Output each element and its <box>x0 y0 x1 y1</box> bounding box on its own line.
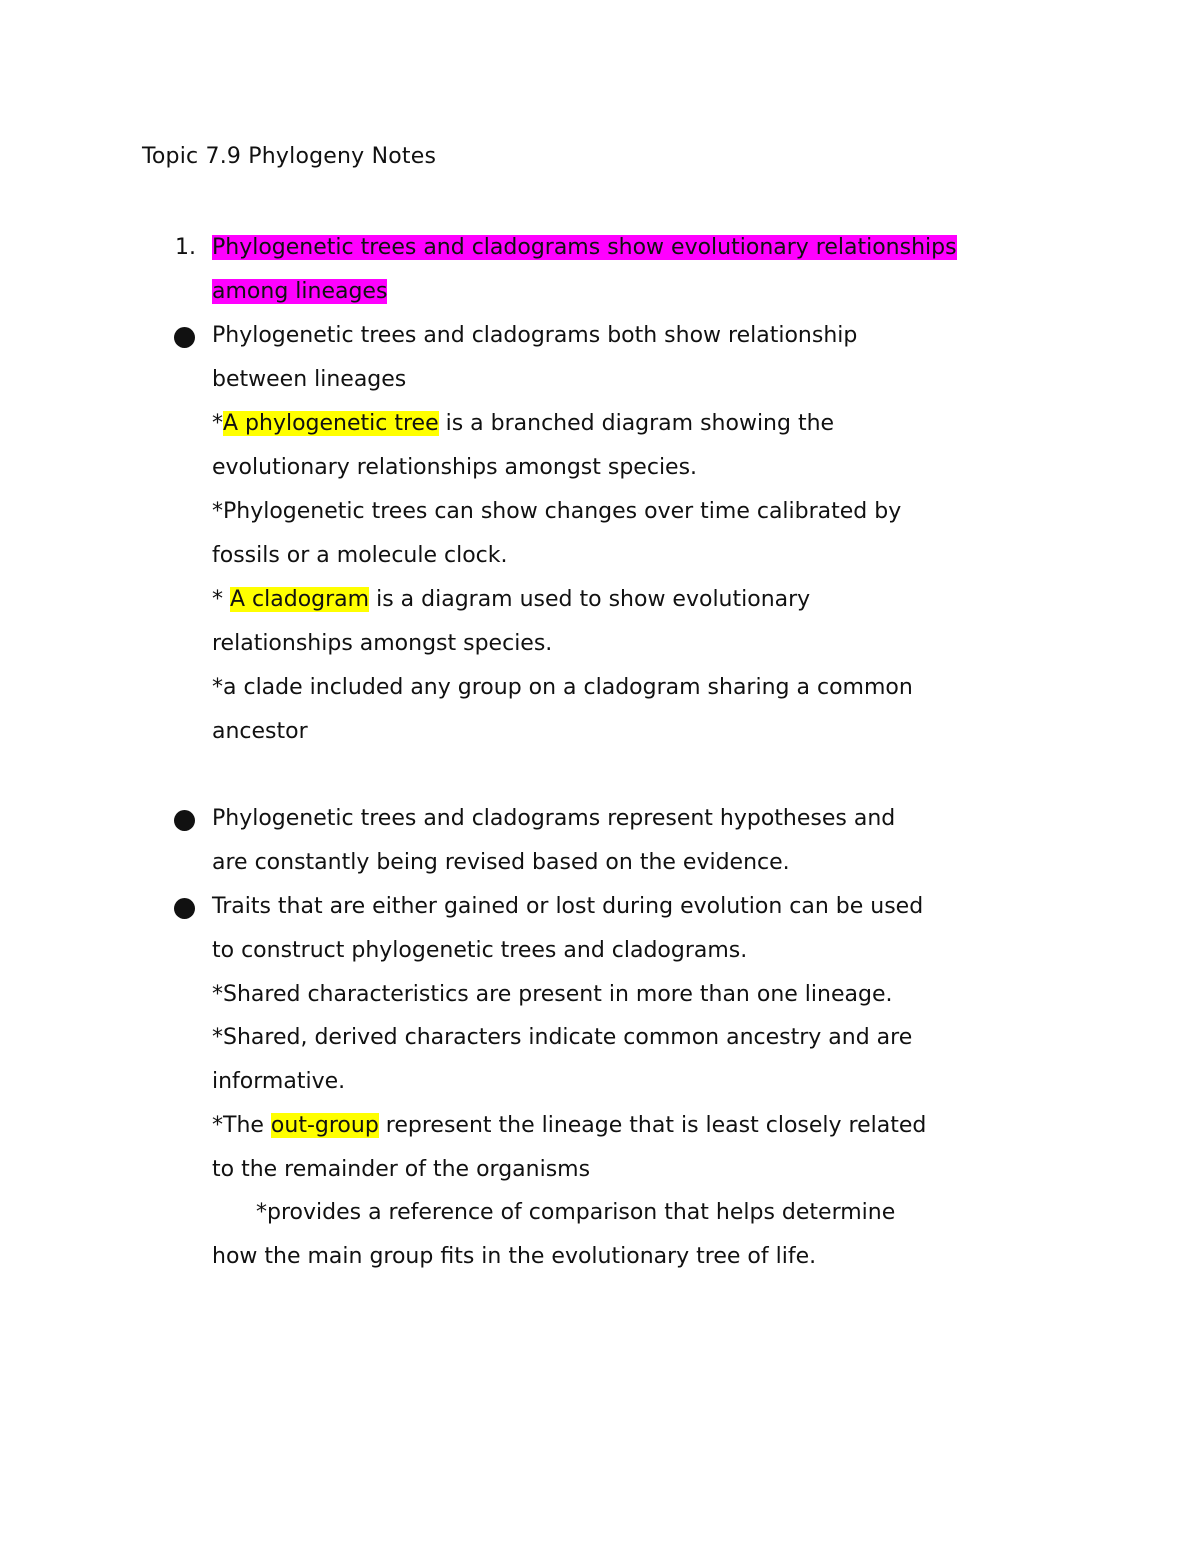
bullet-icon <box>174 327 195 348</box>
note-text: is a branched diagram showing the <box>438 411 835 436</box>
bullet-2-line-1: Phylogenetic trees and cladograms represent hypotheses and <box>212 806 896 831</box>
note-prefix: * <box>212 411 223 436</box>
note-prefix: *The <box>212 1113 271 1138</box>
term-out-group: out-group <box>270 1113 379 1138</box>
note-text: is a diagram used to show evolutionary <box>369 587 811 612</box>
bullet-icon <box>174 898 195 919</box>
note-clade-line-1: *a clade included any group on a cladogram sharing a common <box>212 675 913 700</box>
note-cladogram-line-1 <box>212 585 810 615</box>
section-number: 1. <box>175 235 196 260</box>
note-reference-line-1: *provides a reference of comparison that helps determine <box>256 1200 896 1225</box>
note-shared-derived-line-2: informative. <box>212 1069 346 1094</box>
note-prefix: * <box>212 587 230 612</box>
note-clade-line-2: ancestor <box>212 719 308 744</box>
bullet-icon <box>174 810 195 831</box>
term-cladogram: A cladogram <box>230 587 370 612</box>
note-calibration-line-2: fossils or a molecule clock. <box>212 543 508 568</box>
note-shared-derived-line-1: *Shared, derived characters indicate common ancestry and are <box>212 1025 913 1050</box>
page-title: Topic 7.9 Phylogeny Notes <box>142 144 437 169</box>
note-shared-characteristics: *Shared characteristics are present in more than one lineage. <box>212 982 893 1007</box>
section-heading-line-1 <box>212 233 957 263</box>
note-reference-line-2: how the main group fits in the evolutionary tree of life. <box>212 1244 817 1269</box>
note-phylogenetic-tree-line-2: evolutionary relationships amongst species. <box>212 455 698 480</box>
bullet-3-line-1: Traits that are either gained or lost during evolution can be used <box>212 894 924 919</box>
bullet-1-line-2: between lineages <box>212 367 407 392</box>
note-calibration-line-1: *Phylogenetic trees can show changes over time calibrated by <box>212 499 902 524</box>
bullet-3-line-2: to construct phylogenetic trees and cladograms. <box>212 938 748 963</box>
section-heading-line-2 <box>212 277 387 307</box>
term-phylogenetic-tree: A phylogenetic tree <box>223 411 439 436</box>
highlighted-heading-text: among lineages <box>212 279 388 304</box>
note-cladogram-line-2: relationships amongst species. <box>212 631 553 656</box>
highlighted-heading-text: Phylogenetic trees and cladograms show evolutionary relationships <box>212 235 957 260</box>
note-phylogenetic-tree-line-1 <box>212 409 834 439</box>
note-outgroup-line-2: to the remainder of the organisms <box>212 1157 591 1182</box>
bullet-2-line-2: are constantly being revised based on the evidence. <box>212 850 790 875</box>
note-outgroup-line-1 <box>212 1111 926 1141</box>
note-text: represent the lineage that is least closely related <box>378 1113 927 1138</box>
bullet-1-line-1: Phylogenetic trees and cladograms both show relationship <box>212 323 858 348</box>
